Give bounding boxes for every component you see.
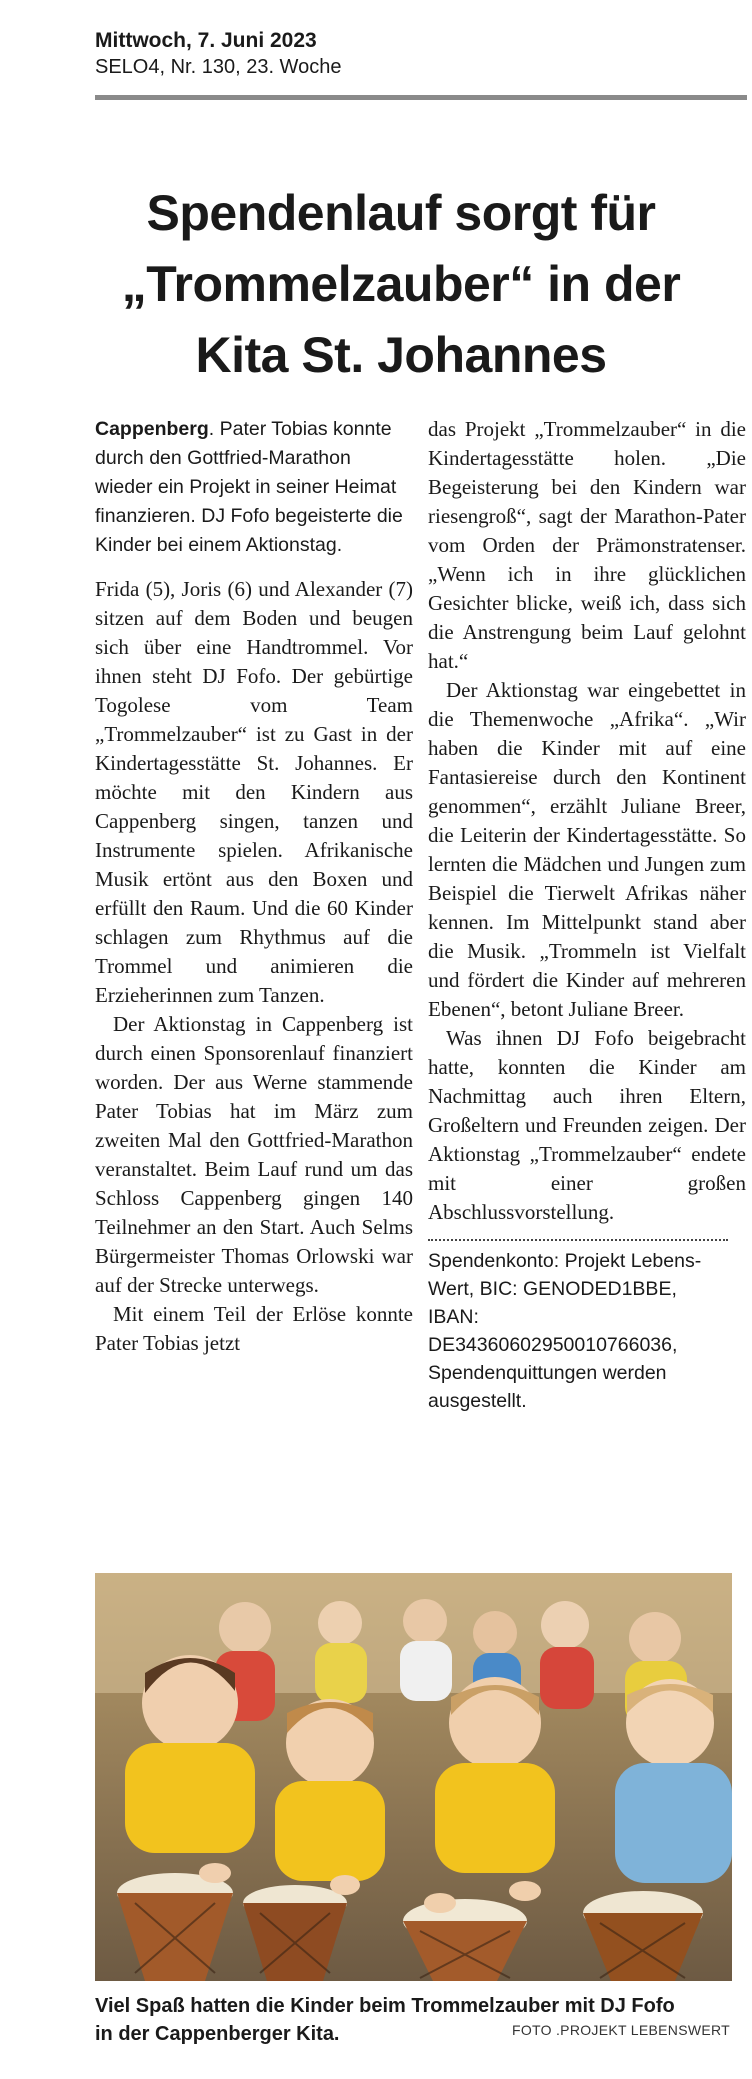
header-rule	[95, 95, 747, 100]
article-photo	[95, 1573, 732, 1981]
article-lead	[95, 415, 413, 560]
account-line: Wert, BIC: GENODED1BBE,	[428, 1278, 677, 1300]
account-line: Spendenquittungen werden	[428, 1362, 667, 1384]
issue-date: Mittwoch, 7. Juni 2023	[95, 29, 317, 52]
dotted-divider	[428, 1239, 728, 1241]
photo-credit: FOTO .PROJEKT LEBENSWERT	[511, 2022, 730, 2038]
children-drumming-photo	[95, 1573, 732, 1981]
lead-text: . Pater Tobias konnte durch den Gottfried-Marathon wieder ein Projekt in seiner Heimat finanzieren. DJ Fofo begeisterte die Kinder bei einem Aktionstag.	[95, 418, 403, 556]
account-line: Spendenkonto: Projekt Lebens-	[428, 1250, 702, 1272]
issue-number: SELO4, Nr. 130, 23. Woche	[95, 56, 342, 78]
body-paragraph: Was ihnen DJ Fofo beigebracht hatte, konnten die Kinder am Nachmittag auch ihren Eltern, Großeltern und Freunden zeigen. Der Aktionstag „Trommelzauber“ endete mit einer großen Abschlussvorstellung.	[428, 1026, 746, 1224]
body-paragraph: das Projekt „Trommelzauber“ in die Kindertagesstätte holen. „Die Begeisterung bei den Kindern war riesengroß“, sagt der Marathon-Pater vom Orden der Prämonstratenser. „Wenn ich in ihre glücklichen Gesichter blicke, weiß ich, dass sich die Anstrengung beim Lauf gelohnt hat.“	[428, 417, 746, 673]
account-line: DE34360602950010766036,	[428, 1334, 678, 1356]
body-paragraph: Mit einem Teil der Erlöse konnte Pater Tobias jetzt	[95, 1302, 413, 1355]
dateline: Cappenberg	[95, 418, 209, 440]
text-column-right	[428, 415, 746, 1415]
headline-line: Kita St. Johannes	[195, 327, 607, 383]
headline-line: Spendenlauf sorgt für	[146, 185, 656, 241]
body-paragraph: Frida (5), Joris (6) und Alexander (7) sitzen auf dem Boden und beugen sich über eine Handtrommel. Vor ihnen steht DJ Fofo. Der gebürtige Togolese vom Team „Trommelzauber“ ist zu Gast in der Kindertagesstätte St. Johannes. Er möchte mit den Kindern aus Cappenberg singen, tanzen und Instrumente spielen. Afrikanische Musik ertönt aus den Boxen und erfüllt den Raum. Und die 60 Kinder schlagen zum Rhythmus auf die Trommel und animieren die Erzieherinnen zum Tanzen.	[95, 577, 413, 1007]
article-headline	[95, 178, 707, 391]
account-line: ausgestellt.	[428, 1390, 527, 1412]
caption-line: Viel Spaß hatten die Kinder beim Trommelzauber mit DJ Fofo	[95, 1995, 675, 2017]
body-paragraph: Der Aktionstag war eingebettet in die Themenwoche „Afrika“. „Wir haben die Kinder mit auf eine Fantasiereise durch den Kontinent genommen“, erzählt Juliane Breer, die Leiterin der Kindertagesstätte. So lernten die Mädchen und Jungen zum Beispiel die Tierwelt Afrikas näher kennen. Im Mittelpunkt stand aber die Musik. „Trommeln ist Vielfalt und fördert die Kinder auf mehreren Ebenen“, betont Juliane Breer.	[428, 678, 746, 1021]
account-line: IBAN:	[428, 1306, 479, 1328]
text-column-left	[95, 415, 413, 1358]
headline-line: „Trommelzauber“ in der	[121, 256, 681, 312]
donation-account-info	[428, 1247, 746, 1415]
photo-caption	[95, 1992, 735, 2048]
body-paragraph: Der Aktionstag in Cappenberg ist durch einen Sponsorenlauf finanziert worden. Der aus Werne stammende Pater Tobias hat im März zum zweiten Mal den Gottfried-Marathon veranstaltet. Beim Lauf rund um das Schloss Cappenberg gingen 140 Teilnehmer an den Start. Auch Selms Bürgermeister Thomas Orlowski war auf der Strecke unterwegs.	[95, 1012, 413, 1297]
page-header	[95, 28, 735, 80]
caption-line: in der Cappenberger Kita.	[95, 2023, 340, 2045]
